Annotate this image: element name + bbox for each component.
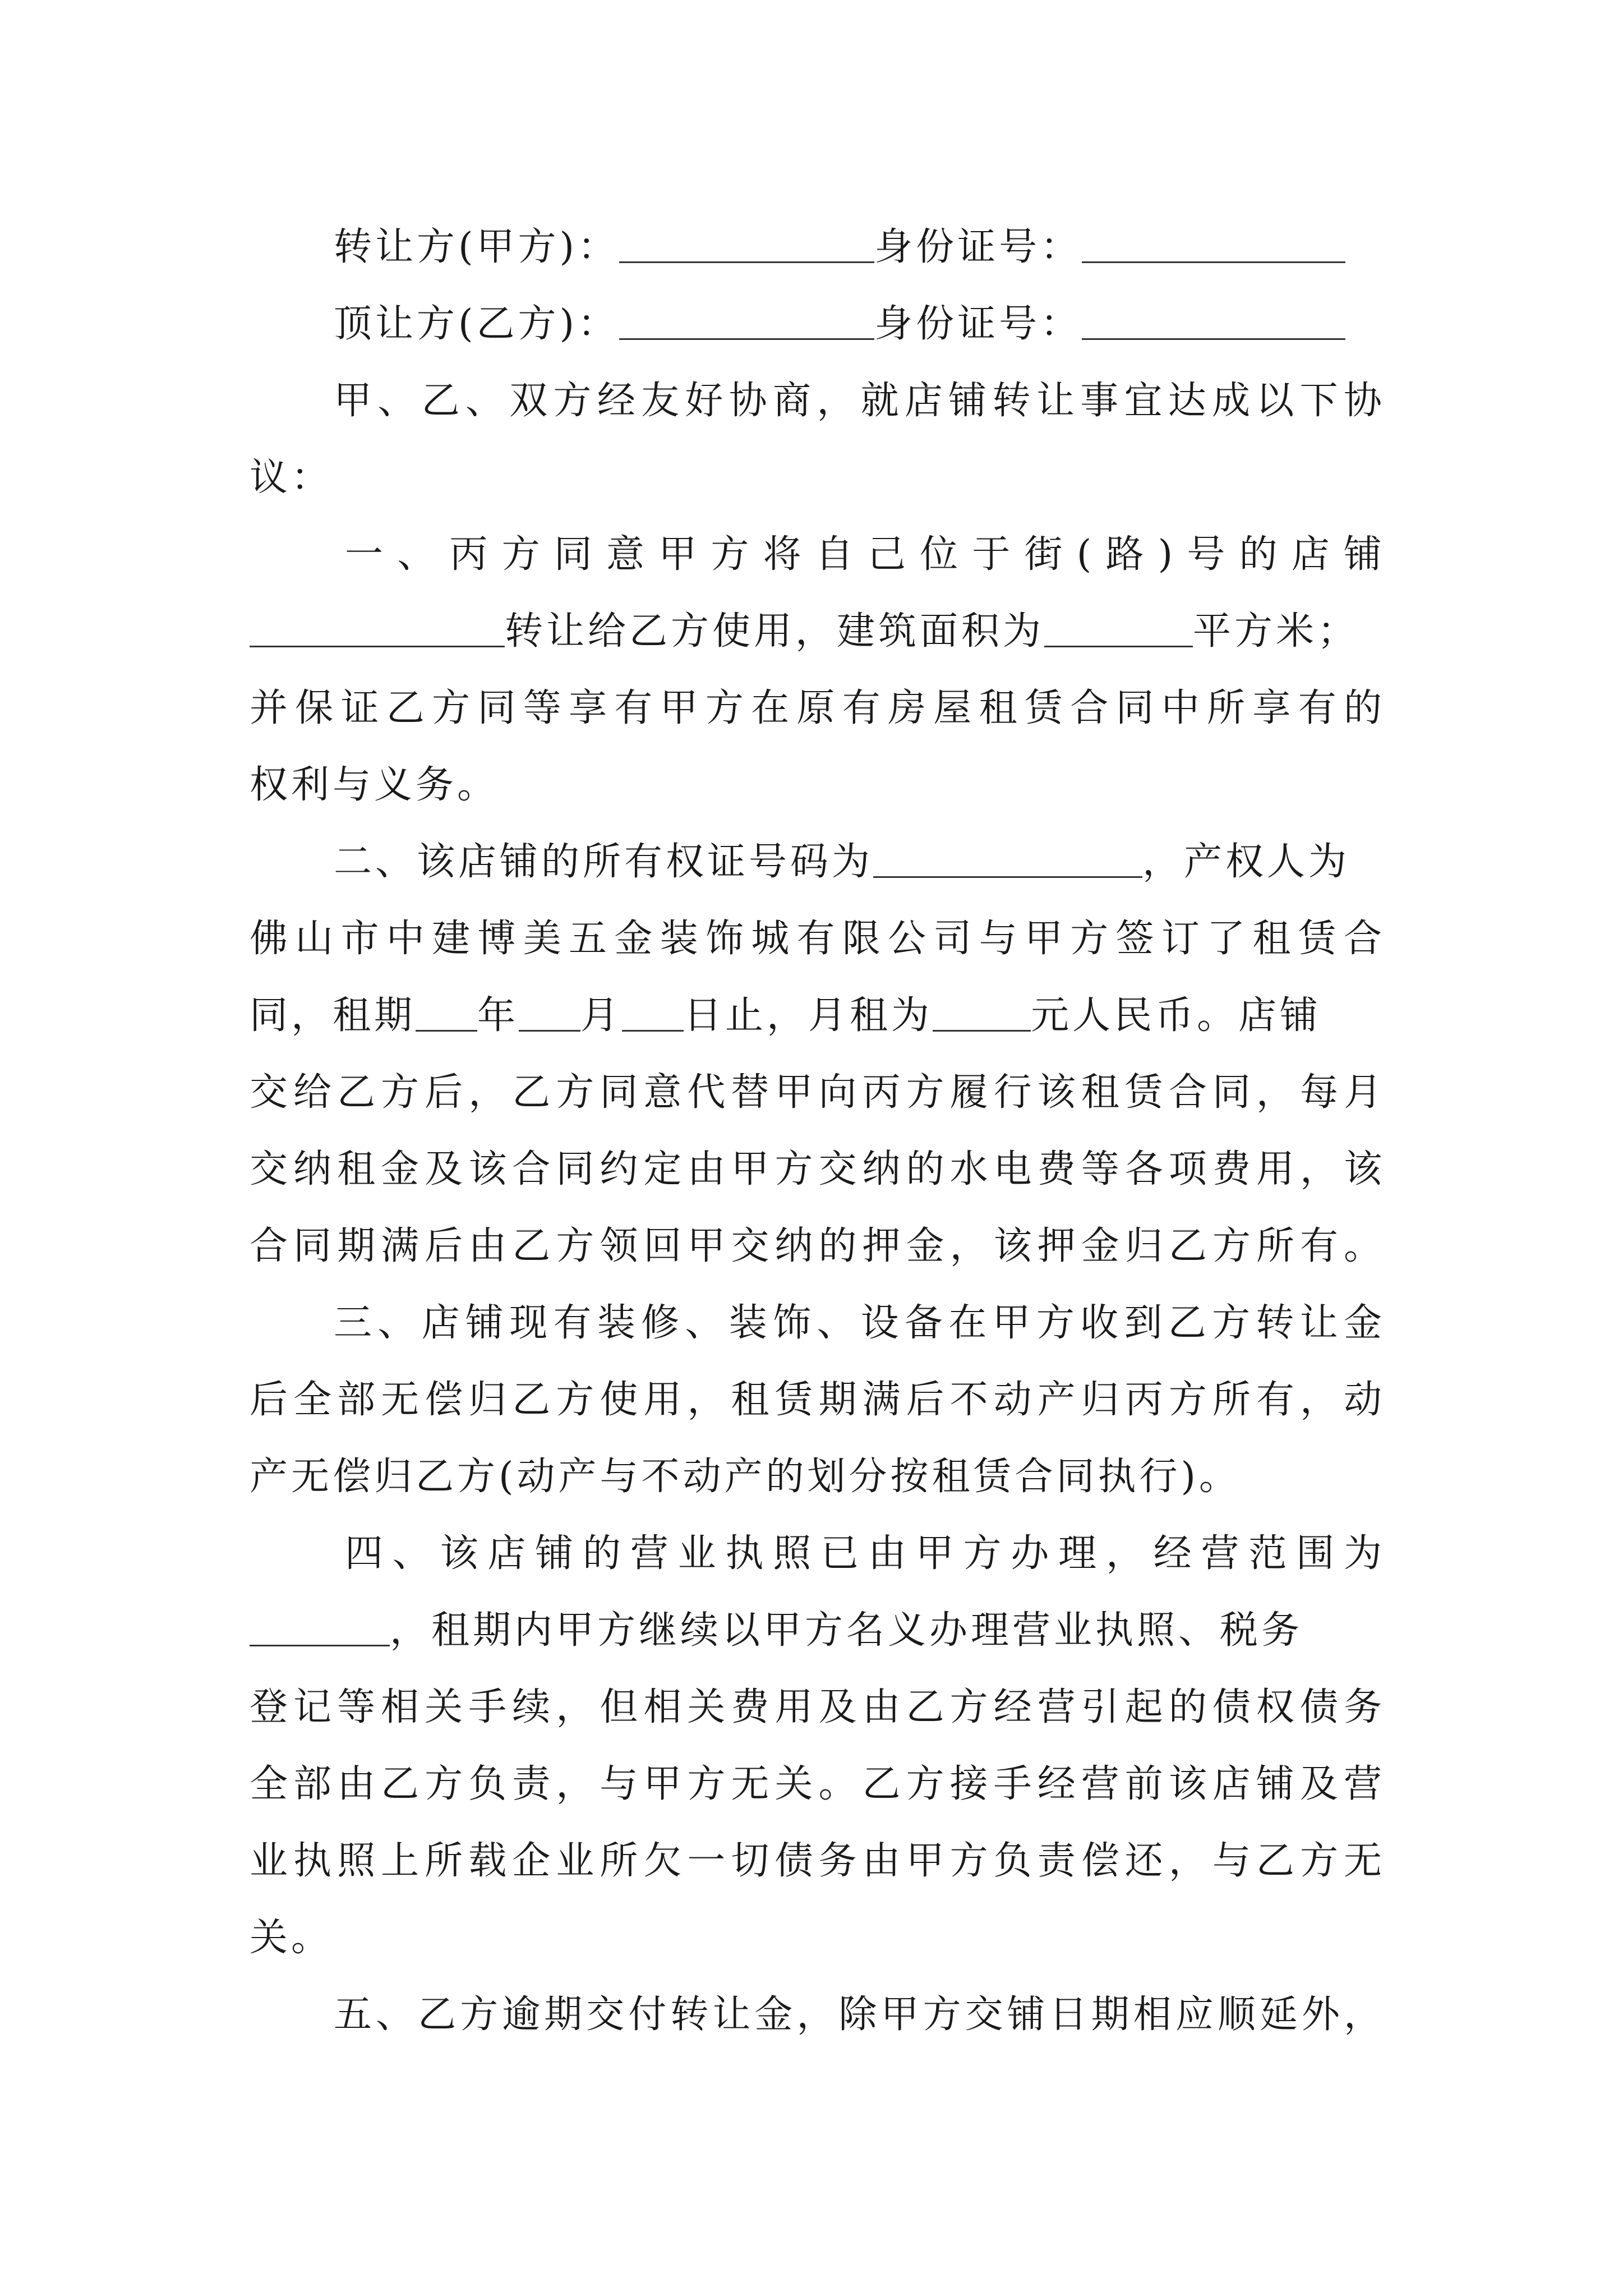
clause-4-line: 业执照上所载企业所欠一切债务由甲方负责偿还，与乙方无 [250, 1839, 1385, 1883]
clause-4-line: 关。 [250, 1916, 333, 1960]
clause-2-line: 佛山市中建博美五金装饰城有限公司与甲方签订了租赁合 [250, 917, 1385, 961]
clause-1-text: 转让给乙方使用，建筑面积为 [505, 609, 1045, 654]
lease-day-blank [622, 999, 684, 1032]
lease-year-blank [416, 999, 477, 1032]
party-a-id-blank [1082, 230, 1345, 263]
monthly-rent-blank [933, 999, 1031, 1032]
clause-2-line: 交纳租金及该合同约定由甲方交纳的水电费等各项费用，该 [250, 1147, 1385, 1191]
shop-location-blank [250, 614, 505, 647]
clause-3-line: 产无偿归乙方(动产与不动产的划分按租赁合同执行)。 [250, 1455, 1241, 1499]
party-a-name-blank [619, 230, 874, 263]
intro-line: 甲、乙、双方经友好协商，就店铺转让事宜达成以下协 [334, 379, 1385, 423]
clause-2-text: 年 [477, 993, 519, 1038]
party-b-id-label: 身份证号： [874, 302, 1082, 346]
clause-1-text: 平方米； [1193, 609, 1359, 654]
clause-2-line [250, 823, 1385, 900]
lease-month-blank [519, 999, 580, 1032]
party-a-label: 转让方(甲方)： [334, 225, 620, 269]
clause-2-text: 同，租期 [250, 993, 416, 1038]
clause-2-line [250, 977, 1385, 1054]
clause-2-line: 合同期满后由乙方领回甲交纳的押金，该押金归乙方所有。 [250, 1224, 1385, 1268]
party-a-line [250, 209, 1385, 286]
floor-area-blank [1044, 614, 1193, 647]
clause-1-line: 并保证乙方同等享有甲方在原有房屋租赁合同中所享有的 [250, 686, 1385, 730]
clause-1-line [250, 593, 1385, 670]
business-scope-blank [250, 1613, 390, 1646]
party-b-label: 顶让方(乙方)： [334, 302, 620, 346]
clause-2-text: ，产权人为 [1142, 840, 1350, 884]
document-body [250, 209, 1385, 2053]
party-a-id-label: 身份证号： [874, 225, 1082, 269]
clause-2-text: 二、该店铺的所有权证号码为 [334, 840, 874, 884]
party-b-line [250, 286, 1385, 362]
clause-2-text: 日止，月租为 [684, 993, 933, 1038]
clause-4-line: 全部由乙方负责，与甲方无关。乙方接手经营前该店铺及营 [250, 1762, 1385, 1806]
clause-4-text: ，租期内甲方继续以甲方名义办理营业执照、税务 [390, 1608, 1303, 1653]
clause-2-text: 月 [580, 993, 623, 1038]
clause-1-line: 一、丙方同意甲方将自己位于街(路)号的店铺 [345, 532, 1385, 577]
intro-line: 议： [250, 455, 333, 500]
clause-4-line: 四、该店铺的营业执照已由甲方办理，经营范围为 [345, 1531, 1385, 1576]
clause-5-line: 五、乙方逾期交付转让金，除甲方交铺日期相应顺延外， [334, 1993, 1385, 2037]
clause-3-line: 后全部无偿归乙方使用，租赁期满后不动产归丙方所有，动 [250, 1378, 1385, 1422]
clause-2-text: 元人民币。店铺 [1031, 993, 1322, 1038]
certificate-number-blank [873, 845, 1142, 878]
clause-1-line: 权利与义务。 [250, 763, 499, 807]
party-b-id-blank [1082, 307, 1345, 340]
party-b-name-blank [619, 307, 874, 340]
clause-2-line: 交给乙方后，乙方同意代替甲向丙方履行该租赁合同，每月 [250, 1070, 1385, 1115]
clause-3-line: 三、店铺现有装修、装饰、设备在甲方收到乙方转让金 [334, 1301, 1385, 1345]
clause-4-line: 登记等相关手续，但相关费用及由乙方经营引起的债权债务 [250, 1685, 1385, 1729]
clause-4-line [250, 1592, 1385, 1669]
